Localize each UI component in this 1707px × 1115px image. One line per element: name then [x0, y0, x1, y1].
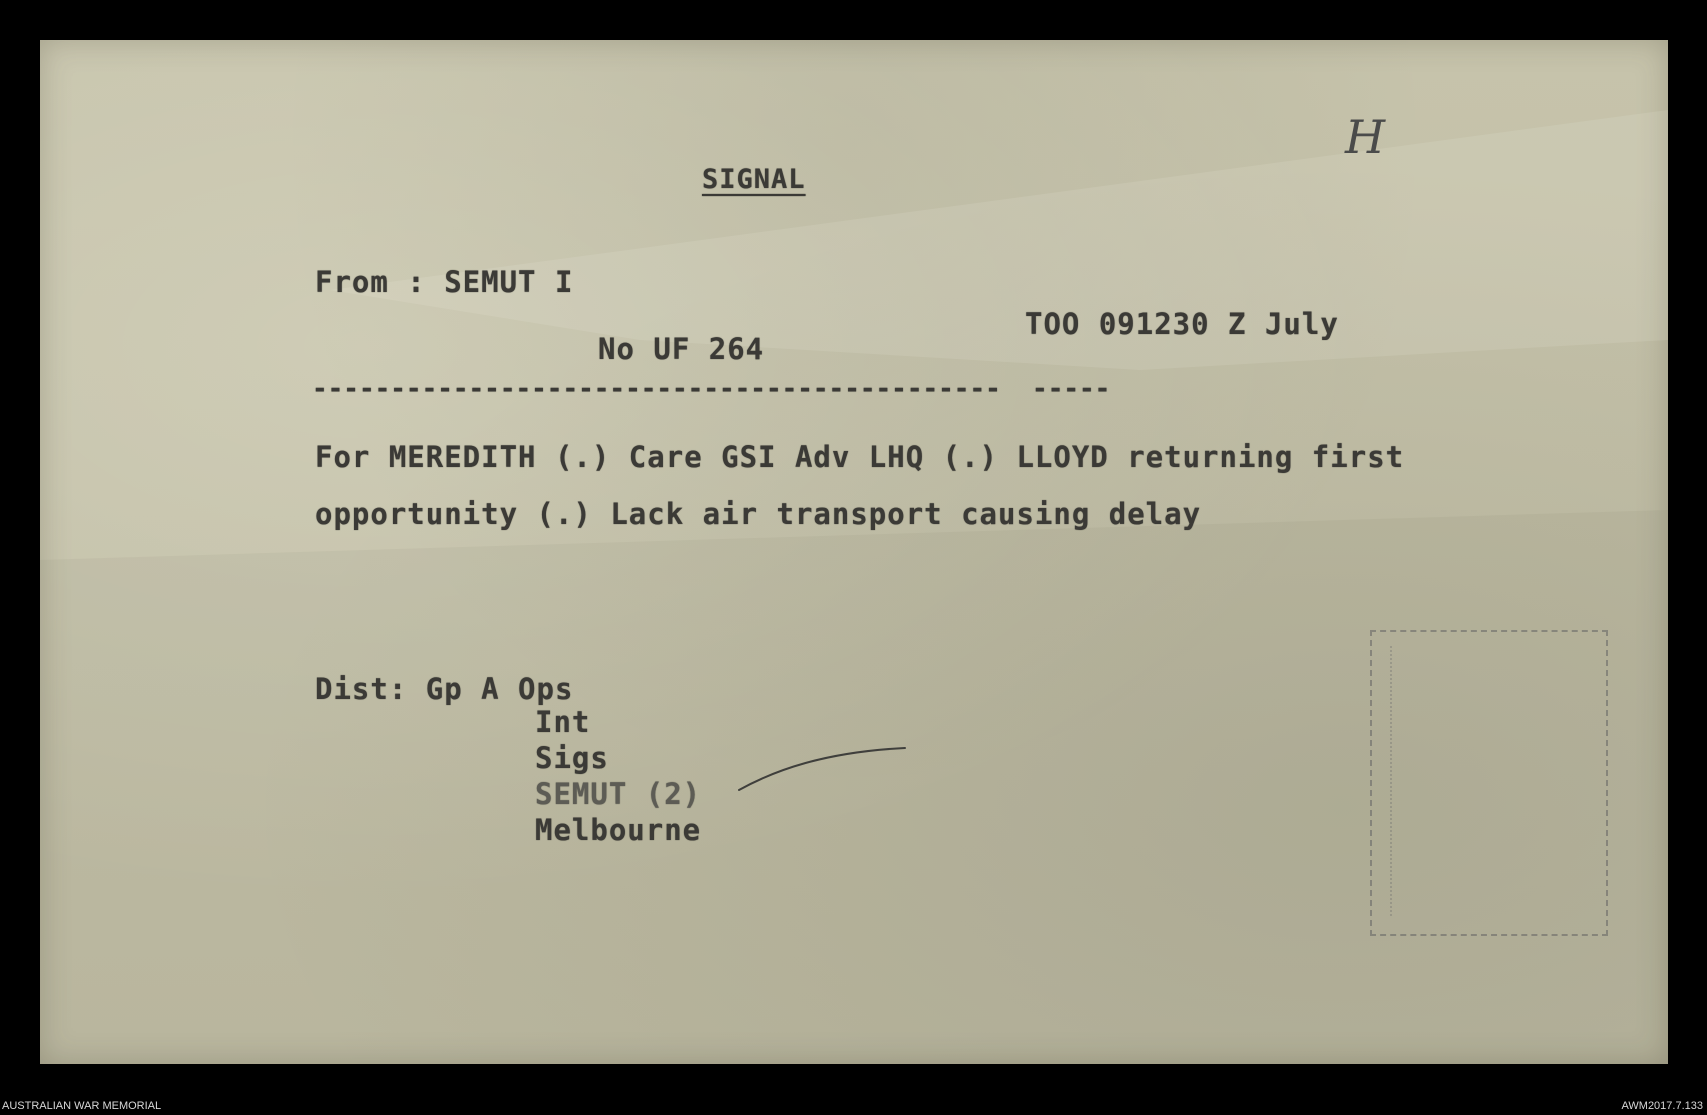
distribution-item: SEMUT (2): [535, 777, 702, 811]
time-of-origin: TOO 091230 Z July: [1025, 307, 1339, 341]
signal-paper: [40, 40, 1668, 1064]
pen-stroke-mark: [735, 740, 915, 800]
message-body-line-2: opportunity (.) Lack air transport causing delay: [315, 497, 1202, 531]
accession-number: AWM2017.7.133: [1621, 1100, 1703, 1112]
handwritten-mark: H: [1345, 110, 1388, 164]
message-body-line-1: For MEREDITH (.) Care GSI Adv LHQ (.) LLOYD returning first: [315, 440, 1405, 474]
from-line: From : SEMUT I: [315, 265, 574, 299]
faded-stamp-box: [1370, 630, 1608, 936]
document-title: SIGNAL: [702, 164, 806, 195]
message-number: No UF 264: [598, 332, 765, 366]
distribution-item: Melbourne: [535, 813, 702, 847]
distribution-item: Sigs: [535, 741, 609, 775]
stamp-box-inner-line: [1390, 646, 1582, 916]
archive-caption: AUSTRALIAN WAR MEMORIAL: [2, 1100, 162, 1112]
distribution-label: Dist: Gp A Ops: [315, 672, 574, 706]
separator-line: -------------------------------------------- -----: [312, 374, 1111, 404]
distribution-item: Int: [535, 705, 591, 739]
